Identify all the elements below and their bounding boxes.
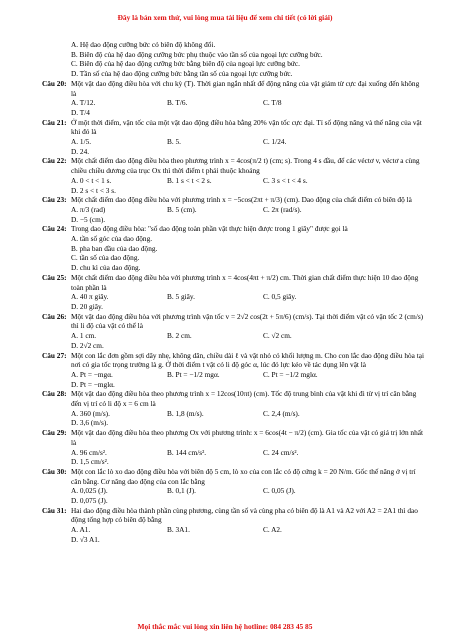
question-block — [42, 79, 426, 118]
answer-option[interactable]: C. 2π (rad/s). — [263, 204, 302, 214]
question-block — [42, 351, 426, 390]
answer-option[interactable]: D. 2√2 cm. — [71, 340, 104, 350]
answer-option[interactable]: B. 5. — [167, 137, 181, 147]
answer-option[interactable]: A. 1/5. — [71, 137, 92, 147]
answer-option[interactable]: D. 0,075 (J). — [71, 496, 108, 506]
answer-option[interactable]: B. T/6. — [167, 98, 188, 108]
question-number: Câu 22: — [42, 156, 67, 166]
option-line: B. Biên độ của hệ dao động cưỡng bức phụ thuộc vào tần số của ngoại lực cưỡng bức. — [71, 49, 323, 59]
answer-option[interactable]: C. 0,5 giây. — [263, 292, 297, 302]
answer-option[interactable]: A. T/12. — [71, 98, 96, 108]
answer-option[interactable]: A. 40 π giây. — [71, 292, 109, 302]
answer-options — [42, 525, 426, 544]
answer-options — [42, 448, 426, 467]
answer-options — [42, 205, 426, 224]
question-block — [42, 224, 426, 273]
answer-option[interactable]: A. A1. — [71, 525, 91, 535]
question-block — [42, 467, 426, 506]
answer-option[interactable]: B. Pt = −1/2 mgα. — [167, 369, 220, 379]
answer-option[interactable]: A. 96 cm/s². — [71, 447, 107, 457]
answer-option[interactable]: C. A2. — [263, 525, 282, 535]
answer-option[interactable]: C. tần số của dao động. — [71, 253, 140, 263]
answer-option[interactable]: A. 0 < t < 1 s. — [71, 175, 112, 185]
question-text: Trong dao động điều hòa: "số dao động toàn phần vật thực hiện được trong 1 giây" được gọi là — [71, 224, 348, 234]
answer-option[interactable]: B. 5 (cm). — [167, 204, 197, 214]
answer-option[interactable]: D. −5 (cm). — [71, 214, 106, 224]
question-block — [42, 118, 426, 157]
question-text: Ở một thời điểm, vận tốc của một vật dao động điều hòa bằng 20% vận tốc cực đại. Tỉ số động năng và thế năng của vật khi đó là — [71, 117, 422, 137]
question-number: Câu 21: — [42, 117, 67, 127]
answer-options — [42, 98, 426, 117]
answer-options — [42, 370, 426, 389]
question-text: Một vật dao động điều hòa với phương trình vận tốc v = 2√2 cos(2t + 5π/6) (cm/s). Tại thời điểm vật có vận tốc 2 (cm/s) thì li độ của vật có thể là — [71, 311, 424, 331]
answer-options — [42, 409, 426, 428]
question-text: Hai dao động điều hòa thành phần cùng phương, cùng tần số và cùng pha có biên độ là A1 và A2 với A2 = 2A1 thì dao động tổng hợp có biên độ bằng — [71, 505, 418, 525]
answer-option[interactable]: A. 360 (m/s). — [71, 408, 110, 418]
question-number: Câu 28: — [42, 389, 67, 399]
question-number: Câu 23: — [42, 195, 67, 205]
answer-options — [42, 331, 426, 350]
question-text: Một vật dao động điều hòa theo phương Ox với phương trình: x = 6cos(4t − π/2) (cm). Gia tốc của vật có giá trị lớn nhất là — [71, 428, 423, 447]
answer-option[interactable]: C. 3 s < t < 4 s. — [263, 175, 308, 185]
answer-option[interactable]: D. chu kì của dao động. — [71, 263, 141, 273]
question-number: Câu 20: — [42, 78, 67, 88]
answer-option[interactable]: D. 24. — [71, 146, 90, 156]
question-block — [42, 389, 426, 428]
question-block — [42, 428, 426, 467]
question-block — [42, 156, 426, 195]
answer-option[interactable]: D. √3 A1. — [71, 534, 100, 544]
answer-options — [42, 486, 426, 505]
answer-option[interactable]: A. 1 cm. — [71, 331, 97, 341]
question-text: Một chất điểm dao động điều hòa theo phương trình x = 4cos(π/2 t) (cm; s). Trong 4 s đầu, để các véctơ v, véctơ a cùng chiều chiều dương của trục Ox thì thời điểm t phải thuộc khoảng — [71, 156, 420, 176]
answer-options — [42, 176, 426, 195]
answer-option[interactable]: B. 3A1. — [167, 525, 190, 535]
answer-option[interactable]: D. T/4 — [71, 107, 90, 117]
answer-option[interactable]: C. 1/24. — [263, 137, 287, 147]
answer-option[interactable]: B. 1,8 (m/s). — [167, 408, 204, 418]
answer-options — [42, 137, 426, 156]
answer-option[interactable]: C. √2 cm. — [263, 331, 292, 341]
answer-options — [42, 292, 426, 311]
question-text: Một con lắc đơn gồm sợi dây nhẹ, không dãn, chiều dài ℓ và vật nhỏ có khối lượng m. Cho con lắc dao động điều hòa tại nơi có gia tốc trọng trường là g. Ở thời điểm t vật có li độ góc α, lúc đó lực kéo về tác dụng lên vật là — [71, 350, 424, 370]
answer-option[interactable]: C. T/8 — [263, 98, 282, 108]
question-number: Câu 24: — [42, 224, 67, 234]
question-number: Câu 26: — [42, 311, 67, 321]
answer-option[interactable]: D. 2 s < t < 3 s. — [71, 185, 116, 195]
answer-option[interactable]: B. 2 cm. — [167, 331, 192, 341]
option-line: A. Hệ dao động cưỡng bức có biên độ không đổi. — [71, 40, 216, 49]
answer-option[interactable]: D. Pt = −mglα. — [71, 379, 115, 389]
question-block — [42, 273, 426, 312]
question-text: Một con lắc lò xo dao động điều hòa với biên độ 5 cm, lò xo của con lắc có độ cứng k = 20 N/m. Gốc thế năng ở vị trí cân bằng. Cơ năng dao động của con lắc bằng — [71, 466, 416, 486]
answer-option[interactable]: A. π/3 (rad) — [71, 204, 106, 214]
question-number: Câu 30: — [42, 466, 67, 476]
answer-option[interactable]: B. 5 giây. — [167, 292, 195, 302]
option-line: D. Tần số của hệ dao động cưỡng bức bằng tần số của ngoại lực cưỡng bức. — [71, 69, 293, 79]
answer-option[interactable]: A. Pt = −mgα. — [71, 369, 113, 379]
question-number: Câu 27: — [42, 350, 67, 360]
question-number: Câu 25: — [42, 272, 67, 282]
answer-option[interactable]: C. 0,05 (J). — [263, 486, 296, 496]
option-line: C. Biên độ của hệ dao động cưỡng bức bằng biên độ của ngoại lực cưỡng bức. — [71, 59, 300, 69]
answer-option[interactable]: D. 20 giây. — [71, 301, 103, 311]
question-text: Một vật dao động điều hòa theo phương trình x = 12cos(10πt) (cm). Tốc độ trung bình của vật khi đi từ vị trí cân bằng đến vị trí có li độ x = 6 cm là — [71, 389, 417, 409]
answer-option[interactable]: D. 1,5 cm/s². — [71, 457, 109, 467]
answer-option[interactable]: B. 0,1 (J). — [167, 486, 196, 496]
question-number: Câu 29: — [42, 428, 67, 438]
answer-option[interactable]: C. 2,4 (m/s). — [263, 408, 300, 418]
answer-option[interactable]: C. 24 cm/s². — [263, 447, 299, 457]
answer-option[interactable]: B. 1 s < t < 2 s. — [167, 175, 212, 185]
hotline-banner: Mọi thắc mắc vui lòng xin liên hệ hotline: 084 283 45 85 — [137, 622, 313, 631]
question-block — [42, 195, 426, 224]
answer-option[interactable]: D. 3,6 (m/s). — [71, 418, 109, 428]
preview-banner: Đây là bản xem thử, vui lòng mua tài liệu để xem chi tiết (có lời giải) — [117, 13, 333, 22]
answer-option[interactable]: A. tần số góc của dao động. — [71, 234, 153, 244]
answer-option[interactable]: A. 0,025 (J). — [71, 486, 108, 496]
answer-option[interactable]: C. Pt = −1/2 mglα. — [263, 369, 318, 379]
answer-option[interactable]: B. 144 cm/s². — [167, 447, 207, 457]
question-number: Câu 31: — [42, 505, 67, 515]
question-list — [42, 40, 426, 545]
question-text: Một chất điểm dao động điều hòa với phương trình x = −5cos(2πt + π/3) (cm). Dao động của chất điểm có biên độ là — [71, 195, 412, 205]
question-text: Một vật dao động điều hòa với chu kỳ (T). Thời gian ngắn nhất để động năng của vật giảm từ cực đại xuống đến không là — [71, 78, 420, 98]
answer-options — [42, 234, 426, 273]
answer-option[interactable]: B. pha ban đầu của dao động. — [71, 243, 158, 253]
question-block — [42, 312, 426, 351]
question-block — [42, 506, 426, 545]
question-text: Một chất điểm dao động điều hòa với phương trình x = 4cos(4πt + π/2) cm. Thời gian chất điểm thực hiện 10 dao động toàn phần là — [71, 272, 419, 292]
